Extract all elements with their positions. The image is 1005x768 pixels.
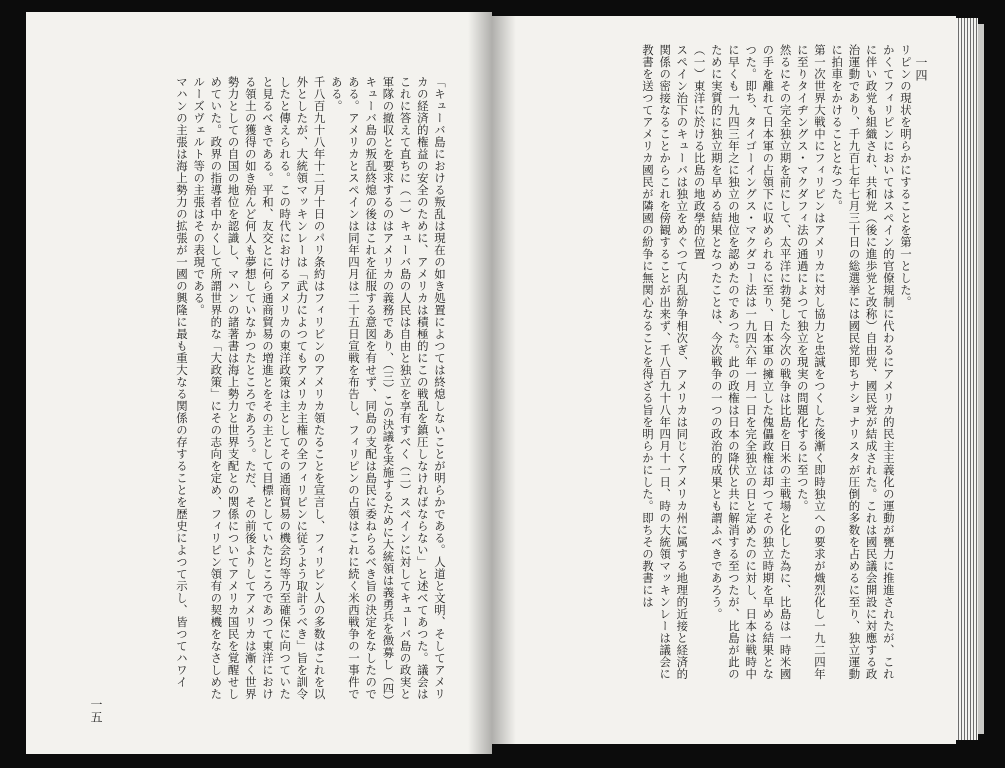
right-book-page — [492, 16, 956, 744]
left-page-number: 一五 — [89, 698, 103, 724]
left-spine-shadow — [468, 12, 492, 754]
left-page-body-text: 「キューバ島における叛乱は現在の如き処置によつては終熄しないことが明らかである。人道と文明、そしてアメリカの経済的権益の安全のために、アメリカは積極的にこの戦乱を鎮圧しなければならない」と述べてあつた。議会はこれに答えて直ちに（一）キューバ島の人民は自由と独立を享有すべく（二）スペインに対してキューバ島の政実と軍隊の撤収とを要求するのはアメリカの義務であり、（三）この決議を実施するために大統領は義勇兵を徴募し（四）キューバ島の叛乱終熄の後はこれを征服する意図を有せず、同島の支配は島民に委ねらるべき旨の決定をなしたのである。アメリカとスペインは同年四月は二十五日宣戦を布告し、フィリピンの占領はこれに続く米西戦争の一事件である。 千八百九十八年十二月十日のパリ条約はフィリピンのアメリカ領たることを宣言し、フィリピン人の多数はこれを以外としたが、大統領マッキンレーは「武力によつてもアメリカ主権の全フィリピンに従うよう取計うべき」旨を訓令したと傳えられる。この時代におけるアメリカの東洋政策は主としてその通商貿易の機会均等乃至確保に向つていたと見るべきである。平和、友交とに何ら通商貿易の増進とをその主として目標としていたところであつて東洋における領土の獲得の如き殆んど何人も夢想していなかつたところであろう。ただ、その前後よりしてアメリカは漸く世界勢力としての自国の地位を認識し、マハンの諸著書は海上勢力と世界支配との関係についてアメリカ国民を覚醒せしめていた。政界の指導者中かくして所謂世界的な「大政策」にその志向を定め、フィリピン領有の契機をなさしめたルーズヴェルト等の主張はその表現である。 マハンの主張は海上勢力の拡張が一國の興隆に最も重大なる関係の存することを歴史によつて示し、皆つてハワイ — [174, 76, 447, 701]
page-edges-stack — [956, 18, 978, 740]
book-cover-edge — [978, 24, 984, 734]
right-page-body-text: リピンの現状を明らかにすることを第一とした。 かくてフィリピンにおいてはスペイン的官僚規制に代わるにアメリカ的民主主義化の運動が甕力に推進されたが、これに伴い政党も組織され、共和党（後に進歩党と改称）自由党、國民党が結成された。これは國民議会開設に対應する政治運動であり、千九百七年七月三十日の総選挙には國民党即ちナショナリスタが圧倒的多数を占めるに至り、独立運動に拍車をかけることとなつた。 第一次世界大戦中にフィリピンはアメリカに対し協力と忠誠をつくした後漸く即時独立への要求が熾烈化し一九二四年に至りタイヂングス・マクダフィ法の通過によつて独立を現実の問題化するに至つた。 然るにその完全独立期を前にして、太平洋に勃発した今次の戦争は比島を日米の主戦場と化した為に、比島は一時米國の手を離れて日本軍の占領下に収められるに至り、日本軍の擁立した傀儡政権は却つてその独立時期を早める結果となつた。即ち、タイゴーイングス・マクダコー法は一九四六年一月一日を完全独立の日と定めたのに対し、日本は戦時中に早くも一九四三年之に独立の地位を認めたのであつた。此の政権は日本の降伏と共に解消する至つたが、比島が此のために実質的に独立期を早める結果となつたことは、今次戦争の一つの政治的成果とも謂ふべきであろう。 （一）東洋に於ける比島の地政學的位置 スペイン治下のキューバは独立をめぐつて内乱紛争相次ぎ、アメリカは同じくアメリカ州に属する地理的近接と経済的関係の密接なることからこれを傍観することが出来ず、千八百九十八年四月十一日、時の大統領マッキンレーは議会に教書を送つてアメリカ國民が隣國の紛争に無関心なることを得ざる旨を明らかにした。即ちその教書には — [640, 44, 913, 680]
left-book-page — [26, 12, 492, 754]
right-spine-shadow — [492, 16, 516, 744]
right-page-number: 一四 — [914, 56, 928, 82]
